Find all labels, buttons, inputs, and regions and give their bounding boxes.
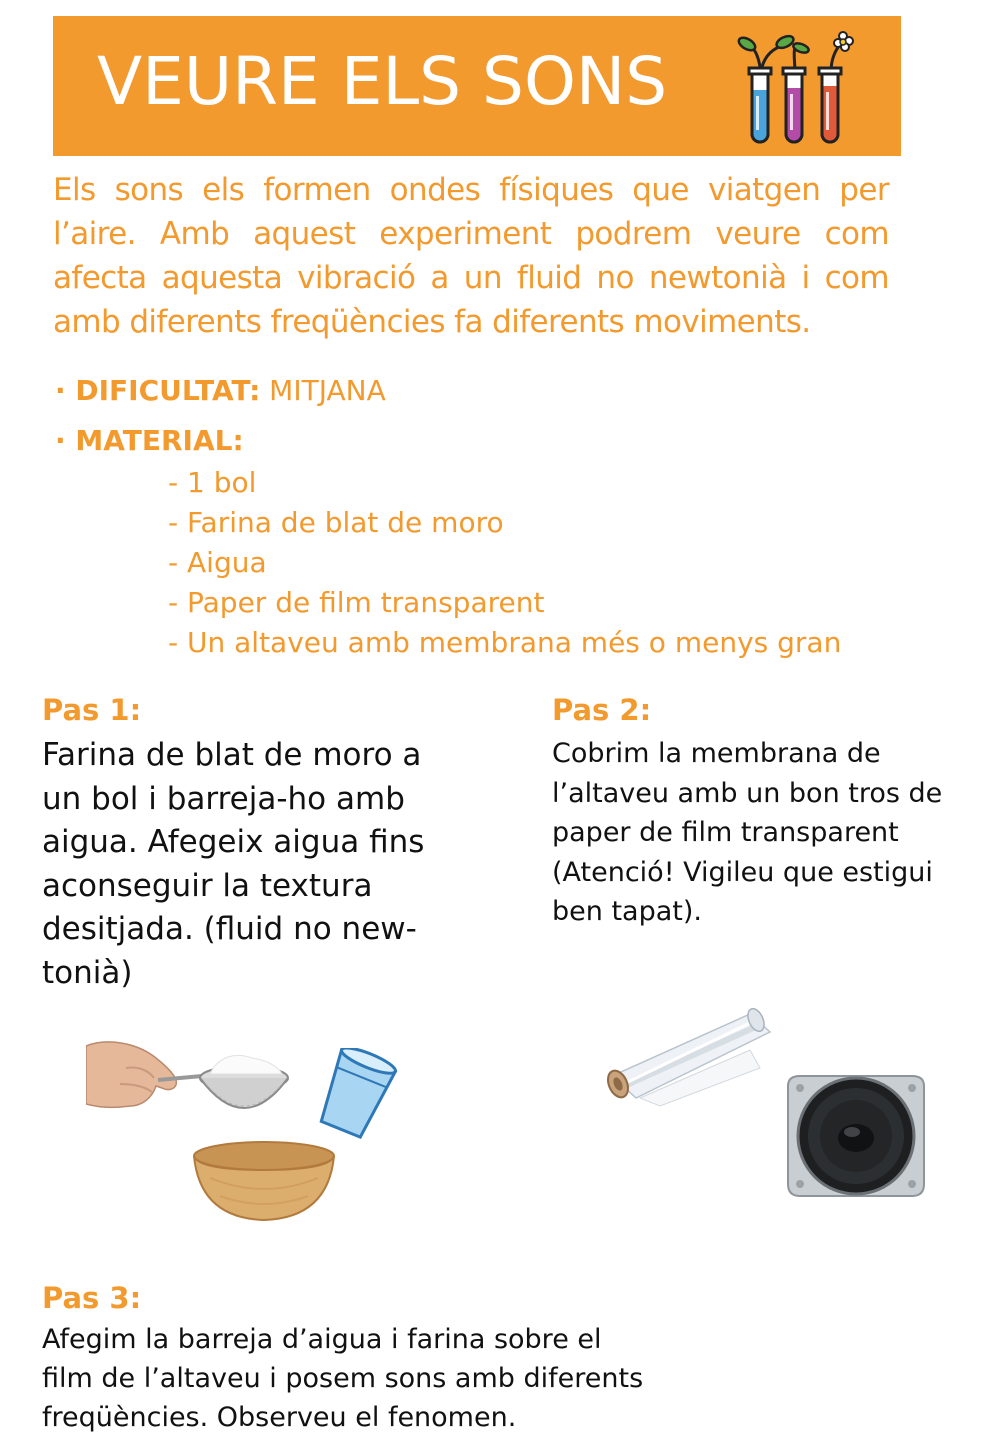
plastic-film-roll-icon xyxy=(600,998,776,1108)
page-title: VEURE ELS SONS xyxy=(97,43,668,120)
step-2-line: (Atenció! Vigileu que estigui xyxy=(552,856,933,888)
step-3-text xyxy=(42,1320,643,1437)
material-row xyxy=(55,423,244,459)
step-2-title: Pas 2: xyxy=(552,693,652,727)
step-3-line: film de l’altaveu i posem sons amb diferents xyxy=(42,1363,644,1394)
step-1-line: Farina de blat de moro a xyxy=(42,737,422,773)
step-3-line: Afegim la barreja d’aigua i farina sobre el xyxy=(42,1324,602,1355)
material-item: - 1 bol xyxy=(168,466,257,499)
step-2-text xyxy=(552,734,942,932)
step-1-line: aigua. Afegeix aigua fins xyxy=(42,824,425,860)
step-1-title: Pas 1: xyxy=(42,693,142,727)
material-item: - Aigua xyxy=(168,546,267,579)
step-3-line: freqüències. Observeu el fenomen. xyxy=(42,1402,517,1433)
title-banner xyxy=(53,16,901,156)
difficulty-label: · DIFICULTAT: xyxy=(55,374,261,407)
difficulty-row xyxy=(55,373,386,409)
test-tubes-with-plants-icon xyxy=(731,30,871,150)
material-list xyxy=(168,463,841,663)
step-1-line: un bol i barreja-ho amb xyxy=(42,780,405,817)
water-glass-icon xyxy=(312,1048,398,1140)
speaker-icon xyxy=(778,1072,934,1206)
step-2-line: l’altaveu amb un bon tros de xyxy=(552,777,943,809)
step-1-line: desitjada. (fluid no new- xyxy=(42,911,417,947)
step-1-line: tonià) xyxy=(42,954,133,991)
hand-sieve-flour-icon xyxy=(86,1028,296,1148)
step-2-line: paper de film transparent xyxy=(552,817,899,848)
material-item: - Farina de blat de moro xyxy=(168,506,504,539)
material-item: - Un altaveu amb membrana més o menys gran xyxy=(168,626,842,659)
material-label: · MATERIAL: xyxy=(55,424,244,457)
wooden-bowl-icon xyxy=(190,1138,338,1224)
material-item: - Paper de film transparent xyxy=(168,586,545,619)
step-1-line: aconseguir la textura xyxy=(42,867,373,904)
step-3-title: Pas 3: xyxy=(42,1281,142,1315)
intro-line: l’aire. Amb aquest experiment podrem veure com xyxy=(53,216,889,252)
difficulty-value: MITJANA xyxy=(260,374,386,407)
step-2-line: Cobrim la membrana de xyxy=(552,738,881,769)
intro-line: amb diferents freqüències fa diferents moviments. xyxy=(53,304,811,340)
step-2-line: ben tapat). xyxy=(552,896,702,927)
intro-line: Els sons els formen ondes físiques que viatgen per xyxy=(53,172,889,208)
intro-line: afecta aquesta vibració a un fluid no newtonià i com xyxy=(53,260,889,296)
step-1-text xyxy=(42,734,424,995)
intro-paragraph xyxy=(53,168,889,344)
